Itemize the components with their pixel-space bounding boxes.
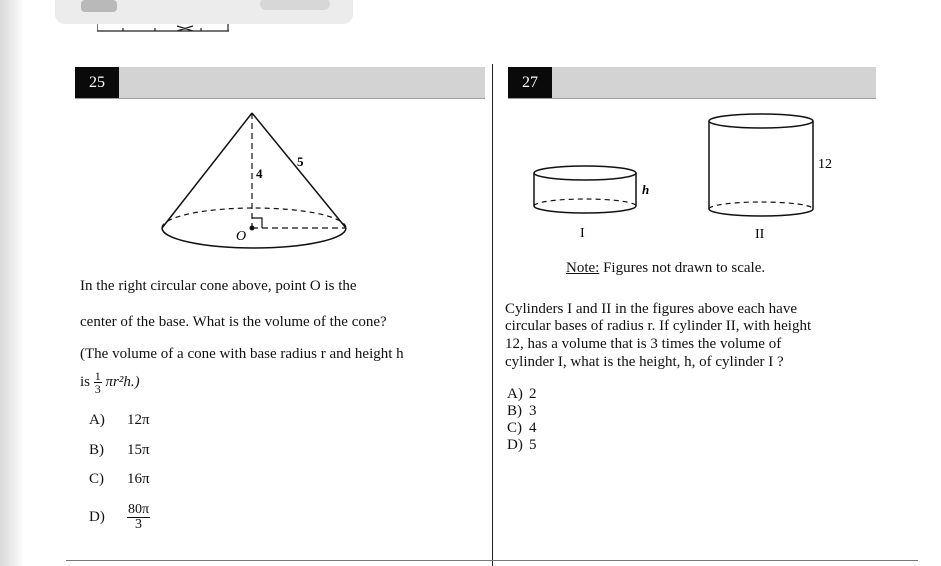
choice-value: 5	[529, 437, 537, 453]
choice-value: 4	[529, 420, 537, 436]
cylinder-I-bottom-hidden	[534, 199, 636, 206]
cylinder-II-figure	[705, 110, 840, 245]
answer-choice[interactable]	[89, 498, 150, 536]
choice-key: D)	[89, 509, 105, 525]
cylinder-I-label: I	[580, 226, 585, 240]
formula-suffix: πr²h.)	[105, 373, 140, 390]
cylinder-II-label: II	[755, 227, 765, 242]
height-label: 4	[256, 166, 263, 181]
answer-choice[interactable]	[89, 471, 150, 488]
answer-choice[interactable]	[507, 386, 537, 402]
choice-key: C)	[89, 471, 104, 487]
question-number: 25	[75, 67, 119, 98]
bottom-rule	[66, 560, 918, 561]
column-divider	[492, 64, 493, 566]
formula-prefix: is	[80, 373, 91, 390]
choice-key: C)	[507, 420, 522, 436]
h-label: h	[642, 182, 650, 197]
page-edge-shadow	[0, 0, 22, 566]
choice-key: A)	[89, 412, 105, 428]
note-text: Figures not drawn to scale.	[603, 260, 766, 276]
q25-stem-line: center of the base. What is the volume of the cone?	[80, 314, 387, 330]
cylinder-I-top	[534, 166, 636, 180]
fraction	[127, 503, 150, 532]
fraction	[94, 370, 102, 395]
center-label: O	[236, 229, 247, 244]
answer-choice[interactable]	[507, 437, 537, 453]
cylinder-I-figure	[530, 158, 660, 240]
q27-stem-line: circular bases of radius r. If cylinder II, with height	[505, 318, 812, 334]
center-point	[250, 226, 255, 231]
choice-value: 2	[529, 386, 537, 402]
fraction-numerator: 1	[94, 369, 101, 383]
cone-right-side	[252, 113, 346, 228]
answer-choice[interactable]	[89, 412, 150, 429]
cylinder-II-bottom-hidden	[709, 202, 813, 209]
question-number: 27	[508, 67, 552, 98]
q25-stem-line: In the right circular cone above, point O is the	[80, 278, 357, 294]
q25-stem-line: (The volume of a cone with base radius r and height h	[80, 346, 404, 362]
choice-value: 15π	[127, 442, 150, 458]
cone-left-side	[162, 113, 252, 228]
choice-value: 12π	[127, 412, 150, 428]
fraction-numerator: 80π	[128, 502, 150, 518]
answer-choice[interactable]	[507, 420, 537, 436]
toolbar-control[interactable]	[260, 0, 330, 10]
fraction-denominator: 3	[94, 382, 101, 396]
choice-value: 16π	[127, 471, 150, 487]
fraction-denominator: 3	[135, 517, 143, 533]
top-toolbar	[55, 0, 353, 24]
choice-key: A)	[507, 386, 523, 402]
scan-artifact	[97, 24, 229, 32]
slant-label: 5	[297, 154, 304, 169]
choice-key: B)	[89, 442, 104, 458]
question-header	[508, 67, 876, 99]
answer-choice[interactable]	[507, 403, 537, 419]
q27-stem-line: 12, has a volume that is 3 times the volume of	[505, 336, 782, 352]
choice-key: B)	[507, 403, 522, 419]
figure-note	[566, 260, 765, 277]
cone-figure	[150, 105, 355, 250]
answer-choice[interactable]	[89, 442, 150, 459]
note-label: Note:	[566, 260, 600, 276]
cylinder-I-bottom	[534, 206, 636, 213]
choice-value: 3	[529, 403, 537, 419]
q25-stem-formula	[80, 370, 140, 395]
question-header	[75, 67, 485, 99]
height-II-label: 12	[818, 157, 832, 172]
cylinder-II-top	[709, 114, 813, 128]
cylinder-II-bottom	[709, 209, 813, 216]
q27-stem-line: cylinder I, what is the height, h, of cylinder I ?	[505, 354, 784, 370]
q27-stem-line: Cylinders I and II in the figures above each have	[505, 301, 797, 317]
toolbar-control[interactable]	[81, 0, 117, 12]
choice-key: D)	[507, 437, 523, 453]
